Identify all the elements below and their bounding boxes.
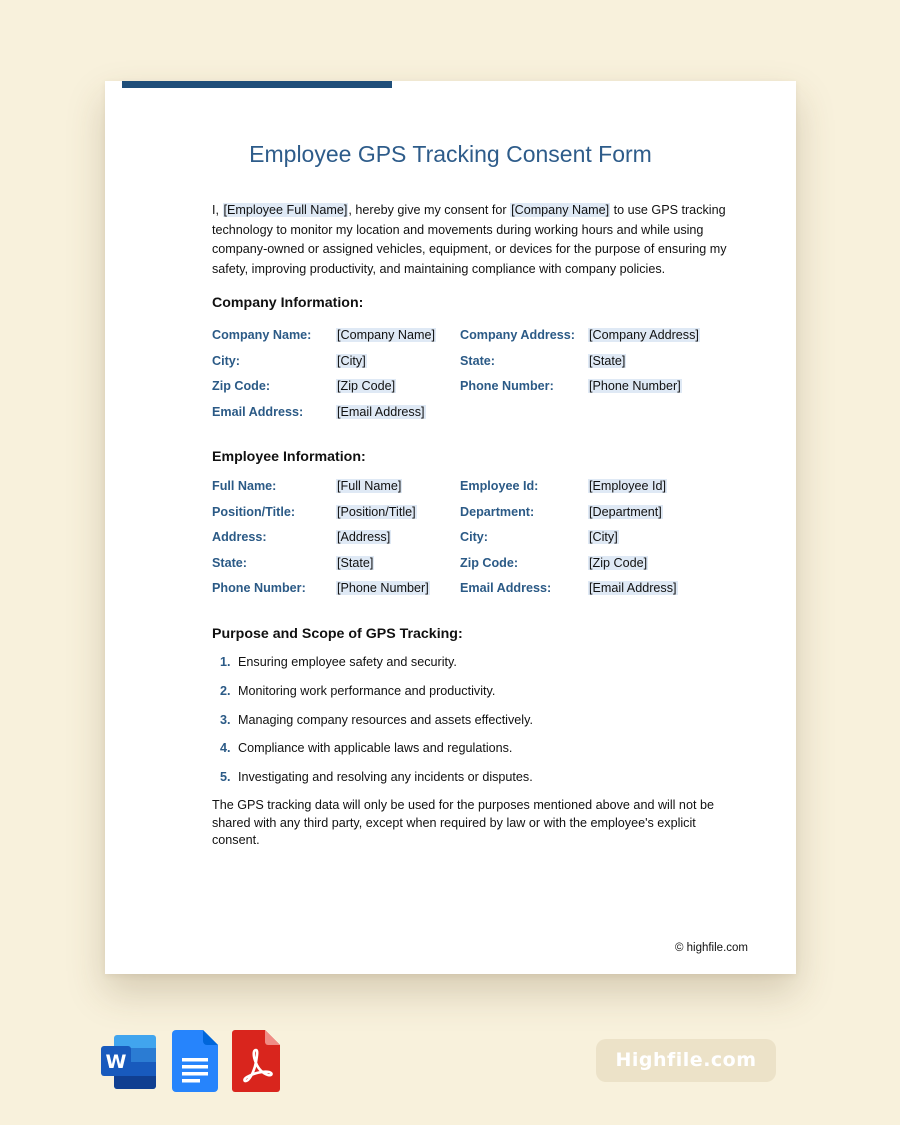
employee-info-grid <box>212 477 712 605</box>
word-icon-graphic <box>100 1033 158 1091</box>
field-value: [Phone Number] <box>337 581 429 595</box>
field-value: [Employee Id] <box>589 479 667 493</box>
field-label: Department: <box>460 504 535 519</box>
list-number: 1. <box>220 655 231 669</box>
field-label: Zip Code: <box>212 379 271 393</box>
intro-text-1: I, <box>212 203 223 217</box>
closing-paragraph: The GPS tracking data will only be used for the purposes mentioned above and will not be shared with any third party, except when required by law or with the employee's explicit consent. <box>212 798 714 847</box>
list-number: 2. <box>220 683 231 698</box>
purpose-list <box>212 653 752 797</box>
document-title: Employee GPS Tracking Consent Form <box>249 141 652 167</box>
list-item <box>212 653 752 682</box>
field-value: [Email Address] <box>337 404 425 419</box>
intro-text-3: to use GPS tracking technology to monitor my location and movements during working hours and while using company-owned or assigned vehicles, equipment, or devices for the purpose of ensuring my safety, improving productivity, and maintaining compliance with company policies. <box>212 203 727 276</box>
employee-info-heading: Employee Information: <box>212 449 366 465</box>
list-text: Monitoring work performance and productivity. <box>238 683 496 698</box>
header-accent-bar <box>122 81 392 88</box>
field-value: [State] <box>589 353 626 368</box>
list-item <box>212 682 752 711</box>
field-label: Phone Number: <box>460 379 554 393</box>
field-value: [Zip Code] <box>337 379 396 393</box>
list-number: 5. <box>220 770 231 785</box>
field-value: [City] <box>337 353 366 368</box>
field-value: [Company Name] <box>337 328 435 342</box>
field-label: Company Name: <box>212 328 312 342</box>
field-label: Employee Id: <box>460 479 539 493</box>
field-label: Phone Number: <box>212 581 306 595</box>
field-label: City: <box>212 353 240 368</box>
field-label: Zip Code: <box>460 555 519 570</box>
field-value: [Position/Title] <box>337 504 416 519</box>
pdf-icon[interactable] <box>232 1030 280 1097</box>
document-page <box>105 81 796 974</box>
intro-text-2: , hereby give my consent for <box>348 203 511 217</box>
company-info-grid <box>212 326 712 428</box>
field-label: City: <box>460 530 488 544</box>
list-text: Managing company resources and assets effectively. <box>238 712 533 727</box>
list-item <box>212 739 752 768</box>
company-info-heading: Company Information: <box>212 295 364 311</box>
field-label: State: <box>212 555 247 570</box>
copyright-text: © highfile.com <box>674 942 748 954</box>
field-value: [Address] <box>337 530 391 544</box>
list-item <box>212 711 752 740</box>
svg-text:W: W <box>105 1051 127 1073</box>
field-label: Full Name: <box>212 479 277 493</box>
field-label: Company Address: <box>460 328 575 342</box>
purpose-heading: Purpose and Scope of GPS Tracking: <box>212 626 463 642</box>
field-value: [Email Address] <box>589 581 677 595</box>
field-label: Email Address: <box>460 581 552 595</box>
intro-paragraph <box>212 201 752 279</box>
pdf-icon-graphic <box>232 1030 280 1092</box>
employee-name-placeholder: [Employee Full Name] <box>223 203 348 217</box>
list-number: 3. <box>220 712 231 727</box>
field-value: [City] <box>589 530 618 544</box>
list-item <box>212 768 752 797</box>
list-text: Investigating and resolving any incidents or disputes. <box>238 770 533 785</box>
field-value: [State] <box>337 555 374 570</box>
field-label: Position/Title: <box>212 504 296 519</box>
list-text: Ensuring employee safety and security. <box>238 655 457 669</box>
field-value: [Phone Number] <box>589 379 681 393</box>
field-label: Email Address: <box>212 404 304 419</box>
field-value: [Zip Code] <box>589 555 648 570</box>
google-docs-icon[interactable] <box>172 1030 218 1097</box>
google-docs-icon-graphic <box>172 1030 218 1092</box>
field-value: [Full Name] <box>337 479 402 493</box>
word-icon[interactable] <box>100 1033 158 1096</box>
field-value: [Company Address] <box>589 328 699 342</box>
list-text: Compliance with applicable laws and regulations. <box>238 741 513 756</box>
list-number: 4. <box>220 741 231 756</box>
highfile-brand-button[interactable]: Highfile.com <box>596 1039 776 1082</box>
field-label: Address: <box>212 530 267 544</box>
field-label: State: <box>460 353 495 368</box>
field-value: [Department] <box>589 504 662 519</box>
company-name-placeholder: [Company Name] <box>511 203 610 217</box>
